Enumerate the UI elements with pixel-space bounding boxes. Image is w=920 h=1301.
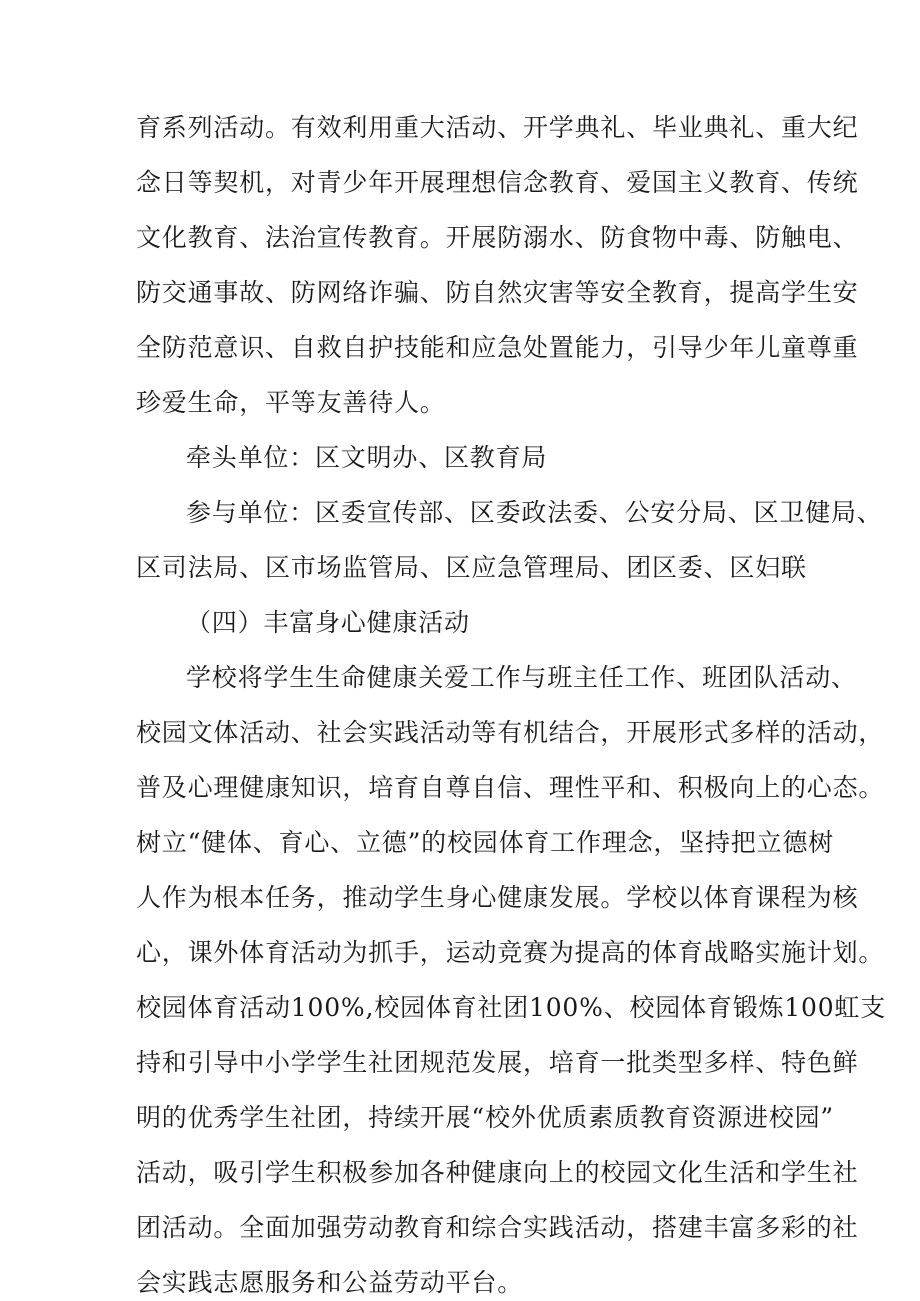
body-text-line: 会实践志愿服务和公益劳动平台。 [136, 1268, 524, 1297]
body-text-line: 团活动。全面加强劳动教育和综合实践活动，搭建丰富多彩的社 [136, 1213, 859, 1242]
body-text-line: 普及心理健康知识，培育自尊自信、理性平和、积极向上的心态。 [136, 773, 885, 802]
body-text-line: 校园体育活动100%,校园体育社团100%、校园体育锻炼100虹支 [136, 993, 887, 1022]
participating-units-line: 区司法局、区市场监管局、区应急管理局、团区委、区妇联 [136, 553, 807, 582]
lead-unit-line: 牵头单位：区文明办、区教育局 [186, 443, 548, 472]
body-text-line: 学校将学生生命健康关爱工作与班主任工作、班团队活动、 [186, 663, 857, 692]
body-text-line: 持和引导中小学学生社团规范发展，培育一批类型多样、特色鲜 [136, 1048, 859, 1077]
body-text-line: 育系列活动。有效利用重大活动、开学典礼、毕业典礼、重大纪 [136, 113, 859, 142]
body-text-line: 文化教育、法治宣传教育。开展防溺水、防食物中毒、防触电、 [136, 223, 859, 252]
body-text-line: 校园文体活动、社会实践活动等有机结合，开展形式多样的活动， [136, 718, 885, 747]
body-text-line: 念日等契机，对青少年开展理想信念教育、爱国主义教育、传统 [136, 168, 859, 197]
section-heading: （四）丰富身心健康活动 [186, 608, 470, 637]
body-text-line: 心，课外体育活动为抓手，运动竞赛为提高的体育战略实施计划。 [136, 938, 885, 967]
body-text-line: 明的优秀学生社团，持续开展“校外优质素质教育资源进校园” [136, 1103, 834, 1132]
body-text-line: 全防范意识、自救自护技能和应急处置能力，引导少年儿童尊重 [136, 333, 859, 362]
body-text-line: 防交通事故、防网络诈骗、防自然灾害等安全教育，提高学生安 [136, 278, 859, 307]
body-text-line: 人作为根本任务，推动学生身心健康发展。学校以体育课程为核 [136, 883, 859, 912]
participating-units-line: 参与单位：区委宣传部、区委政法委、公安分局、区卫健局、 [186, 498, 883, 527]
body-text-line: 活动，吸引学生积极参加各种健康向上的校园文化生活和学生社 [136, 1158, 859, 1187]
body-text-line: 树立“健体、育心、立德”的校园体育工作理念，坚持把立德树 [136, 828, 834, 857]
body-text-line: 珍爱生命，平等友善待人。 [136, 388, 446, 417]
